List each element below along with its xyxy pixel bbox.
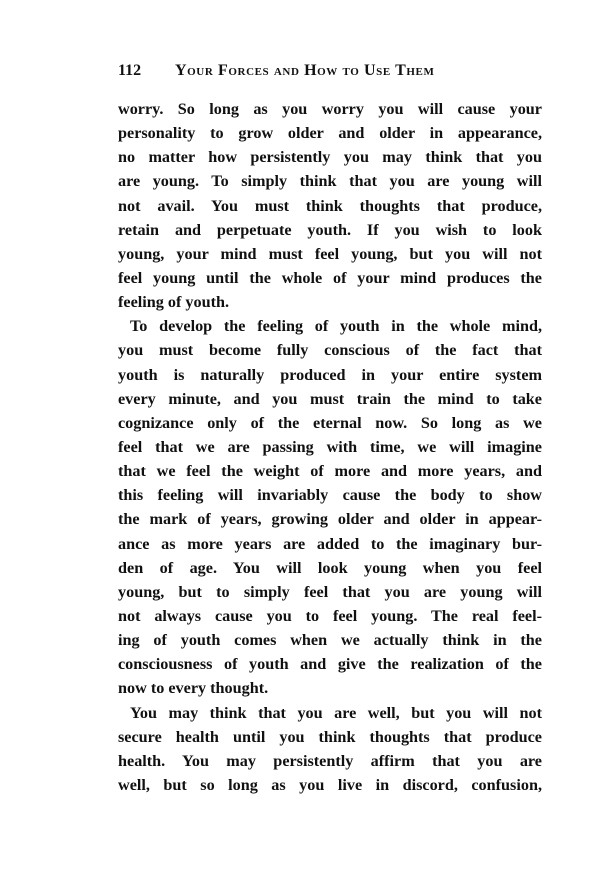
- text-line: feel that we are passing with time, we will imagine: [118, 437, 542, 456]
- text-line: personality to grow older and older in appearance,: [118, 124, 542, 143]
- text-line: youth is naturally produced in your entire system: [118, 365, 542, 384]
- text-line: you must become fully conscious of the fact that: [118, 341, 542, 360]
- text-line: ance as more years are added to the imaginary bur-: [118, 534, 542, 553]
- text-line: retain and perpetuate youth. If you wish to look: [118, 220, 542, 239]
- text-line: now to every thought.: [118, 679, 269, 698]
- text-line: well, but so long as you live in discord, confusion,: [118, 775, 542, 794]
- running-title: Your Forces and How to Use Them: [175, 62, 435, 79]
- page-number: 112: [118, 62, 142, 79]
- text-line: not always cause you to feel young. The real feel-: [118, 606, 542, 625]
- text-line: feeling of youth.: [118, 293, 230, 312]
- text-line: are young. To simply think that you are young will: [118, 172, 542, 191]
- text-line: ing of youth comes when we actually think in the: [118, 631, 542, 650]
- text-line: den of age. You will look young when you feel: [118, 558, 542, 577]
- text-line: You may think that you are well, but you will not: [130, 703, 542, 722]
- text-line: no matter how persistently you may think that you: [118, 148, 542, 167]
- text-line: secure health until you think thoughts that produce: [118, 727, 542, 746]
- text-line: To develop the feeling of youth in the whole mind,: [130, 317, 542, 336]
- text-line: not avail. You must think thoughts that produce,: [118, 196, 542, 215]
- text-line: young, your mind must feel young, but you will not: [118, 244, 542, 263]
- text-line: the mark of years, growing older and older in appear-: [118, 510, 542, 529]
- text-line: worry. So long as you worry you will cause your: [118, 100, 542, 118]
- text-line: feel young until the whole of your mind produces the: [118, 268, 542, 287]
- page-body-text: [118, 97, 542, 797]
- running-header: [118, 62, 542, 84]
- text-line: young, but to simply feel that you are young will: [118, 582, 542, 601]
- text-line: health. You may persistently affirm that you are: [118, 751, 542, 770]
- text-line: consciousness of youth and give the realization of the: [118, 655, 542, 674]
- text-line: this feeling will invariably cause the body to show: [118, 486, 542, 505]
- text-line: that we feel the weight of more and more years, and: [118, 462, 542, 481]
- text-line: cognizance only of the eternal now. So long as we: [118, 413, 542, 432]
- text-line: every minute, and you must train the mind to take: [118, 389, 542, 408]
